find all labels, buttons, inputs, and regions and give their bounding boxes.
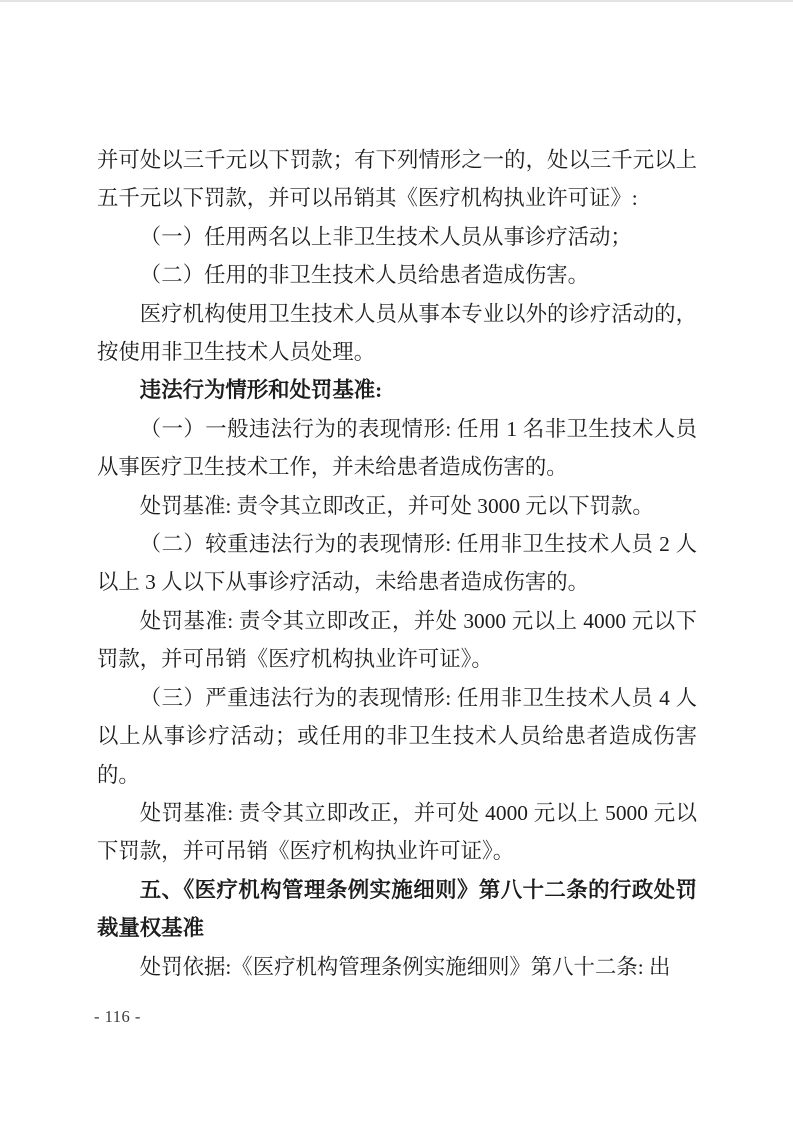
- heading-paragraph: 五、《医疗机构管理条例实施细则》第八十二条的行政处罚裁量权基准: [97, 877, 697, 941]
- body-paragraph: 处罚基准: 责令其立即改正，并可处 4000 元以上 5000 元以下罚款，并可吊销《医疗机构执业许可证》。: [97, 800, 697, 864]
- body-paragraph: （一）任用两名以上非卫生技术人员从事诊疗活动；: [139, 224, 632, 249]
- document-text-block: [97, 141, 697, 986]
- body-paragraph: 医疗机构使用卫生技术人员从事本专业以外的诊疗活动的，按使用非卫生技术人员处理。: [97, 301, 697, 365]
- scan-top-edge: [0, 0, 793, 2]
- page-number: - 116 -: [94, 1007, 141, 1026]
- heading-paragraph: 违法行为情形和处罚基准:: [139, 378, 383, 403]
- body-paragraph: 并可处以三千元以下罚款；有下列情形之一的，处以三千元以上五千元以下罚款，并可以吊销其《医疗机构执业许可证》:: [97, 148, 697, 211]
- body-paragraph: （二）较重违法行为的表现情形: 任用非卫生技术人员 2 人以上 3 人以下从事诊疗活动，未给患者造成伤害的。: [97, 532, 697, 595]
- body-paragraph: （三）严重违法行为的表现情形: 任用非卫生技术人员 4 人以上从事诊疗活动；或任用的非卫生技术人员给患者造成伤害的。: [97, 685, 697, 787]
- body-paragraph: 处罚基准: 责令其立即改正，并可处 3000 元以下罚款。: [139, 493, 654, 518]
- body-paragraph: （二）任用的非卫生技术人员给患者造成伤害。: [139, 263, 590, 288]
- body-paragraph: （一）一般违法行为的表现情形: 任用 1 名非卫生技术人员从事医疗卫生技术工作，并未给患者造成伤害的。: [97, 416, 697, 480]
- body-paragraph: 处罚基准: 责令其立即改正，并处 3000 元以上 4000 元以下罚款，并可吊销《医疗机构执业许可证》。: [97, 608, 697, 672]
- body-paragraph: 处罚依据:《医疗机构管理条例实施细则》第八十二条: 出: [139, 954, 671, 979]
